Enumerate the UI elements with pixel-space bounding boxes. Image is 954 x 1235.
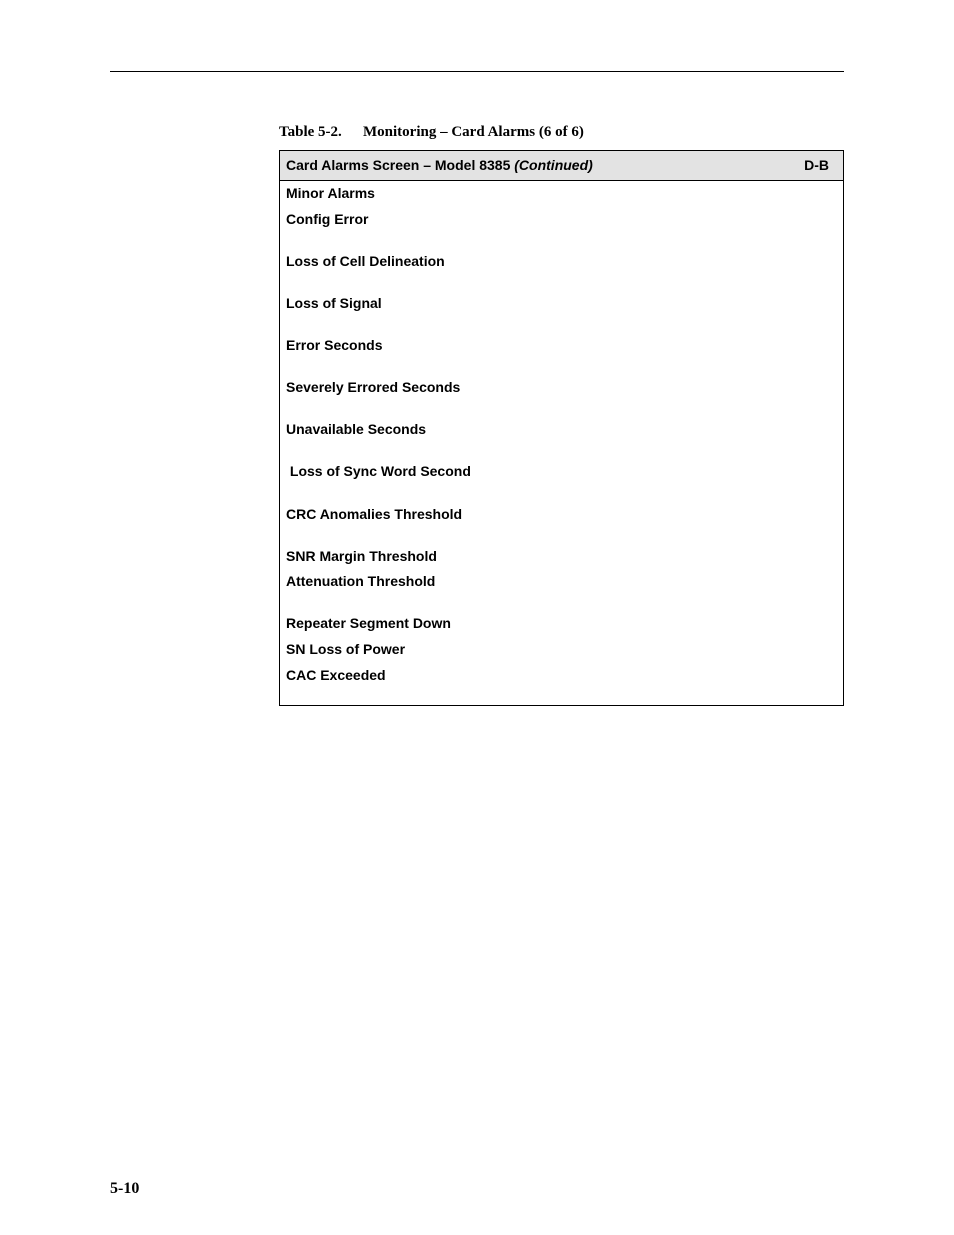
table-header [280,151,843,181]
table-title: Monitoring – Card Alarms (6 of 6) [363,124,584,140]
row-unavailable-seconds: Unavailable Seconds [286,421,427,437]
row-crc-anomalies-threshold: CRC Anomalies Threshold [286,506,463,522]
row-loss-of-signal: Loss of Signal [286,295,382,311]
table-caption [279,123,584,141]
header-title [286,157,593,173]
header-title-continued: (Continued) [514,157,593,173]
top-rule [110,71,844,72]
row-snr-margin-threshold: SNR Margin Threshold [286,548,437,564]
table-number: Table 5-2. [279,124,342,140]
page-number: 5-10 [110,1180,140,1197]
row-repeater-segment-down: Repeater Segment Down [286,615,451,631]
header-title-text: Card Alarms Screen – Model 8385 [286,157,515,173]
card-alarms-table [279,150,844,706]
row-attenuation-threshold: Attenuation Threshold [286,573,436,589]
row-minor-alarms: Minor Alarms [286,185,375,201]
row-config-error: Config Error [286,211,369,227]
row-loss-of-sync-word-second: Loss of Sync Word Second [286,463,471,479]
row-severely-errored-seconds: Severely Errored Seconds [286,379,461,395]
row-sn-loss-of-power: SN Loss of Power [286,641,406,657]
row-cac-exceeded: CAC Exceeded [286,667,386,683]
row-error-seconds: Error Seconds [286,337,383,353]
header-code: D-B [804,157,829,173]
row-loss-of-cell-delineation: Loss of Cell Delineation [286,253,445,269]
